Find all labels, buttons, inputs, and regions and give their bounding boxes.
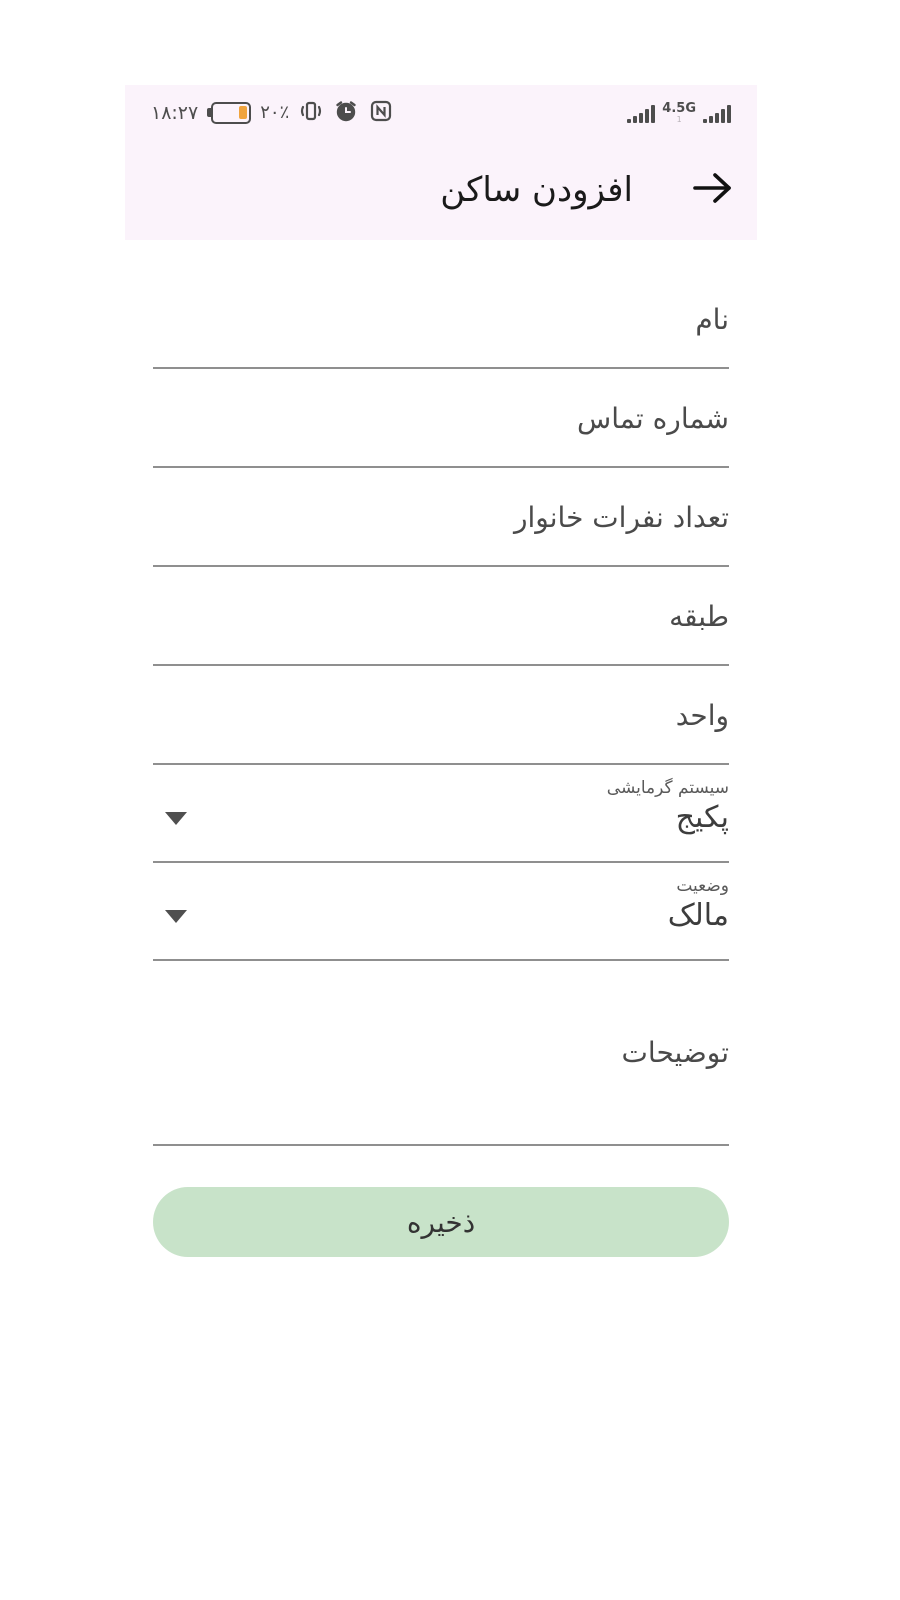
signal-bars-icon-sim2	[703, 103, 731, 123]
heating-system-dropdown-label: سیستم گرمایشی	[606, 778, 729, 798]
phone-number-field[interactable]	[153, 369, 729, 468]
status-dropdown-label: وضعیت	[676, 876, 729, 896]
floor-field[interactable]	[153, 567, 729, 666]
app-bar	[125, 140, 757, 240]
signal-bars-icon-sim1	[627, 103, 655, 123]
network-type-label: 4.5G 1	[662, 100, 696, 124]
alarm-clock-icon	[333, 98, 359, 128]
battery-percent: ۲۰٪	[260, 102, 290, 123]
heating-system-dropdown[interactable]	[153, 765, 729, 863]
resident-form	[125, 240, 757, 1257]
app-header	[125, 85, 757, 240]
household-size-field[interactable]	[153, 468, 729, 567]
battery-fill	[239, 106, 247, 119]
battery-icon	[207, 102, 251, 124]
floor-field-label: طبقه	[669, 600, 729, 633]
chevron-down-icon	[165, 812, 187, 825]
save-button-container	[153, 1187, 729, 1257]
description-field[interactable]	[153, 961, 729, 1146]
status-right-cluster	[627, 102, 731, 124]
status-selected-value: مالک	[667, 898, 729, 933]
back-button[interactable]	[689, 170, 735, 210]
back-arrow-icon	[689, 170, 735, 210]
unit-field-label: واحد	[675, 699, 729, 732]
household-size-field-label: تعداد نفرات خانوار	[514, 501, 729, 534]
nfc-icon	[368, 98, 394, 128]
status-left-cluster	[151, 98, 394, 128]
chevron-down-icon	[165, 910, 187, 923]
description-field-label: توضیحات	[621, 1035, 729, 1069]
vibrate-icon	[298, 98, 324, 128]
save-button[interactable]: ذخیره	[153, 1187, 729, 1257]
name-field-label: نام	[695, 303, 729, 336]
status-dropdown[interactable]	[153, 863, 729, 961]
app-screen	[125, 85, 757, 1600]
clock-time: ۱۸:۲۷	[151, 101, 199, 124]
unit-field[interactable]	[153, 666, 729, 765]
heating-system-selected-value: پکیج	[675, 800, 729, 835]
name-field[interactable]	[153, 240, 729, 369]
page-title: افزودن ساکن	[440, 170, 633, 210]
status-bar	[125, 85, 757, 140]
phone-number-field-label: شماره تماس	[577, 402, 729, 435]
